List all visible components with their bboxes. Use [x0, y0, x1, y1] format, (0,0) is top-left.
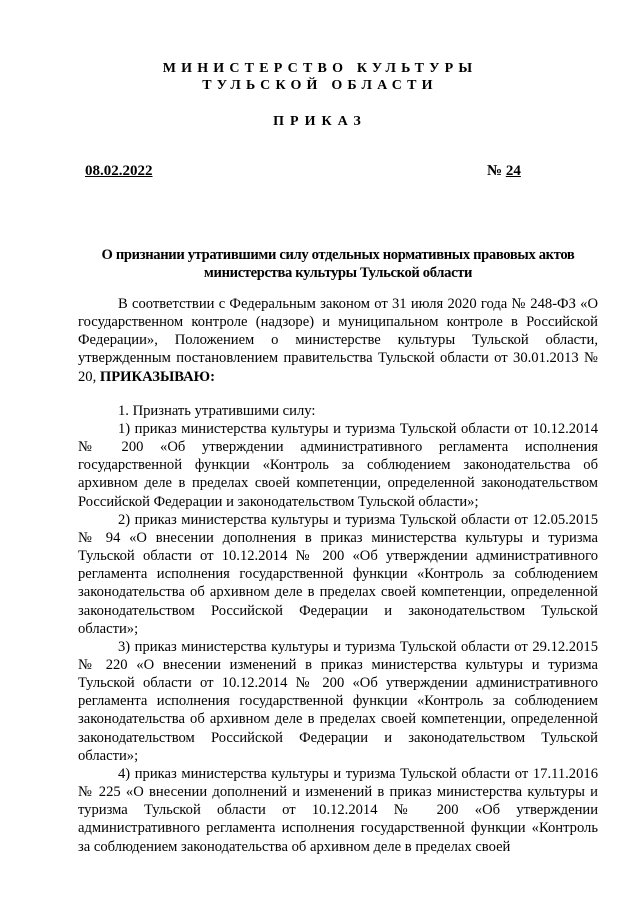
order-date: 08.02.2022 [85, 163, 153, 179]
ministry-name-line1: МИНИСТЕРСТВО КУЛЬТУРЫ [162, 61, 478, 76]
order-number-value: 24 [505, 163, 521, 179]
order-body [78, 295, 598, 856]
document-type: ПРИКАЗ [273, 114, 367, 129]
clause-1-item-3: 3) приказ министерства культуры и туризма Тульской области от 29.12.2015 № 220 «О внесении изменений в приказ министерства культуры и туризма Тульской области от 10.12.2014 № 200 «Об утверждении административного регламента исполнения государственной функции «Контроль за соблюдением законодательства об архивном деле в пределах своей компетенции, определенной законодательством Российской Федерации и законодательством Тульской области»; [78, 638, 598, 764]
order-title: О признании утратившими силу отдельных нормативных правовых актов министерства культуры Тульской области [101, 247, 575, 281]
order-number [487, 163, 521, 180]
preamble-text: В соответствии с Федеральным законом от 31 июля 2020 года № 248-ФЗ «О государственном контроле (надзоре) и муниципальном контроле в Российской Федерации», Положением о министерстве культуры Тульской области, утвержденным постановлением правительства Тульской области от 30.01.2013 № 20, [78, 296, 598, 385]
clause-1-item-1: 1) приказ министерства культуры и туризма Тульской области от 10.12.2014 № 200 «Об утверждении административного регламента исполнения государственной функции «Контроль за соблюдением законодательства об архивном деле в пределах своей компетенции, определенной законодательством Российской Федерации и законодательством Тульской области»; [78, 420, 598, 510]
clause-1-item-4: 4) приказ министерства культуры и туризма Тульской области от 17.11.2016 № 225 «О внесении дополнений и изменений в приказ министерства культуры и туризма Тульской области от 10.12.2014 № 200 «Об утверждении административного регламента исполнения государственной функции «Контроль за соблюдением законодательства об архивном деле в пределах своей [78, 765, 598, 855]
ministry-name-line2: ТУЛЬСКОЙ ОБЛАСТИ [202, 78, 438, 93]
preamble-paragraph [78, 295, 598, 386]
clause-1-heading: 1. Признать утратившими силу: [118, 402, 316, 419]
order-number-prefix: № [487, 163, 506, 179]
order-word: ПРИКАЗЫВАЮ: [99, 368, 215, 385]
clause-1-item-2: 2) приказ министерства культуры и туризма Тульской области от 12.05.2015 № 94 «О внесении дополнения в приказ министерства культуры и туризма Тульской области от 10.12.2014 № 200 «Об утверждении административного регламента исполнения государственной функции «Контроль за соблюдением законодательства об архивном деле в пределах своей компетенции, определенной законодательством Российской Федерации и законодательством Тульской области»; [78, 511, 598, 637]
